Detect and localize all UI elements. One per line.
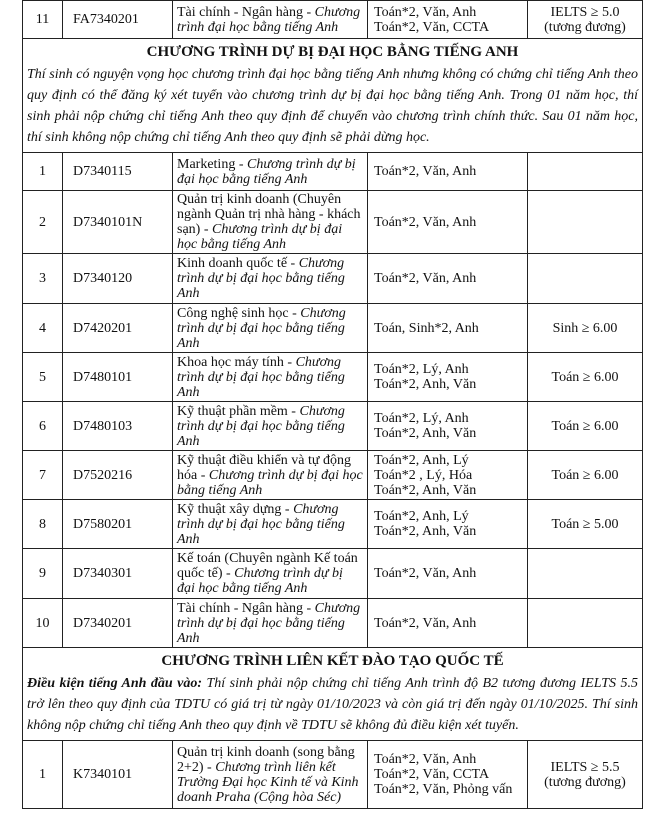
admission-condition — [528, 304, 643, 353]
table-row — [23, 304, 643, 353]
subject-combos — [368, 549, 528, 599]
program-code: K7340101 — [63, 741, 173, 809]
program-name: Kinh doanh quốc tế - Chương trình dự bị đại học bằng tiếng Anh — [173, 254, 368, 304]
program-code: D7480101 — [63, 353, 173, 402]
table-row — [23, 599, 643, 648]
section-title: CHƯƠNG TRÌNH LIÊN KẾT ĐÀO TẠO QUỐC TẾ — [161, 653, 504, 669]
admission-condition — [528, 500, 643, 549]
program-code: D7340101N — [63, 191, 173, 254]
row-number: 8 — [23, 500, 63, 549]
program-code: D7480103 — [63, 402, 173, 451]
subject-combo: Toán, Sinh*2, Anh — [374, 320, 479, 336]
subject-combos — [368, 451, 528, 500]
program-code: D7420201 — [63, 304, 173, 353]
subject-combo: Toán*2, Văn, CCTA — [374, 767, 490, 782]
row-number: 9 — [23, 549, 63, 599]
section-description: Thí sinh có nguyện vọng học chương trình đại học bằng tiếng Anh nhưng không có chứng chỉ tiếng Anh theo quy định có thể đăng ký xét tuyển vào chương trình dự bị đại học bằng tiếng Anh. Trong 01 năm học, thí sinh phải nộp chứng chỉ tiếng Anh theo quy định để chuyển vào chương trình chính thức. Sau 01 năm học, thí sinh không nộp chứng chỉ tiếng Anh theo quy định sẽ phải dừng học. — [27, 67, 638, 145]
program-code: D7520216 — [63, 451, 173, 500]
subject-combo: Toán*2, Anh, Văn — [374, 426, 477, 441]
program-name: Kỹ thuật xây dựng - Chương trình dự bị đại học bằng tiếng Anh — [173, 500, 368, 549]
program-code: FA7340201 — [63, 1, 173, 39]
program-code: D7340120 — [63, 254, 173, 304]
subject-combo: Toán*2, Văn, Anh — [374, 271, 477, 286]
program-code: D7580201 — [63, 500, 173, 549]
subject-combo: Toán*2, Văn, Anh — [374, 214, 477, 230]
program-name: Quản trị kinh doanh (Chuyên ngành Quản trị nhà hàng - khách sạn) - Chương trình dự bị đại học bằng tiếng Anh — [173, 191, 368, 254]
row-number: 4 — [23, 304, 63, 353]
admission-condition — [528, 549, 643, 599]
condition-line: Toán ≥ 5.00 — [551, 516, 619, 532]
subject-combo: Toán*2, Anh, Lý — [374, 509, 469, 524]
admission-condition — [528, 741, 643, 809]
subject-combos — [368, 191, 528, 254]
subject-combo: Toán*2, Anh, Văn — [374, 524, 477, 539]
section-header-prep — [23, 39, 643, 153]
subject-combos — [368, 353, 528, 402]
admission-condition — [528, 153, 643, 191]
table-row — [23, 549, 643, 599]
subject-combos — [368, 254, 528, 304]
condition-line: (tương đương) — [544, 774, 626, 790]
row-number: 2 — [23, 191, 63, 254]
admission-condition — [528, 254, 643, 304]
program-name: Tài chính - Ngân hàng - Chương trình đại học bằng tiếng Anh — [173, 1, 368, 39]
table-row — [23, 353, 643, 402]
subject-combos — [368, 402, 528, 451]
row-number: 3 — [23, 254, 63, 304]
subject-combo: Toán*2, Lý, Anh — [374, 411, 469, 426]
subject-combos — [368, 741, 528, 809]
condition-line: Toán ≥ 6.00 — [551, 369, 619, 385]
table-row — [23, 254, 643, 304]
subject-combo: Toán*2, Văn, Anh — [374, 752, 477, 767]
condition-line: Sinh ≥ 6.00 — [552, 320, 618, 336]
row-number: 10 — [23, 599, 63, 648]
program-name: Kỹ thuật phần mềm - Chương trình dự bị đại học bằng tiếng Anh — [173, 402, 368, 451]
row-number: 6 — [23, 402, 63, 451]
condition-line: Toán ≥ 6.00 — [551, 418, 619, 434]
subject-combo: Toán*2, Anh, Văn — [374, 377, 477, 392]
subject-combo: Toán*2, Anh, Lý — [374, 452, 469, 468]
subject-combo: Toán*2, Anh, Văn — [374, 482, 477, 498]
condition-line: IELTS ≥ 5.5 — [550, 759, 620, 775]
section-header-intl — [23, 648, 643, 741]
program-name: Tài chính - Ngân hàng - Chương trình dự bị đại học bằng tiếng Anh — [173, 599, 368, 648]
condition-line: Toán ≥ 6.00 — [551, 467, 619, 483]
admission-table — [22, 0, 643, 809]
subject-combos — [368, 153, 528, 191]
subject-combo: Toán*2, Văn, Anh — [374, 566, 477, 581]
admission-condition: IELTS ≥ 5.0 (tương đương) — [528, 1, 643, 39]
section-description: Điều kiện tiếng Anh đầu vào: Thí sinh phải nộp chứng chỉ tiếng Anh trình độ B2 tương đương IELTS 5.5 trở lên theo quy định của TDTU có giá trị từ ngày 01/10/2023 và còn giá trị đến ngày 01/10/2025. Thí sinh không nộp chứng chỉ tiếng Anh theo quy định về TDTU sẽ không đủ điều kiện xét tuyển. — [27, 676, 638, 733]
subject-combo: Toán*2, Lý, Anh — [374, 362, 469, 377]
program-code: D7340201 — [63, 599, 173, 648]
program-name: Kế toán (Chuyên ngành Kế toán quốc tế) - Chương trình dự bị đại học bằng tiếng Anh — [173, 549, 368, 599]
subject-combo: Toán*2, Văn, Phỏng vấn — [374, 782, 513, 797]
row-number: 5 — [23, 353, 63, 402]
subject-combos: Toán*2, Văn, Anh Toán*2, Văn, CCTA — [368, 1, 528, 39]
subject-combos — [368, 599, 528, 648]
row-number: 11 — [23, 1, 63, 39]
table-row — [23, 402, 643, 451]
table-row — [23, 741, 643, 809]
subject-combos — [368, 500, 528, 549]
section-title: CHƯƠNG TRÌNH DỰ BỊ ĐẠI HỌC BẰNG TIẾNG ANH — [146, 44, 519, 60]
program-name: Khoa học máy tính - Chương trình dự bị đại học bằng tiếng Anh — [173, 353, 368, 402]
subject-combo: Toán*2 , Lý, Hóa — [374, 467, 473, 483]
admission-condition — [528, 191, 643, 254]
subject-combos — [368, 304, 528, 353]
program-code: D7340301 — [63, 549, 173, 599]
admission-condition — [528, 599, 643, 648]
table-row — [23, 191, 643, 254]
program-name: Kỹ thuật điều khiển và tự động hóa - Chương trình dự bị đại học bằng tiếng Anh — [173, 451, 368, 500]
admission-condition — [528, 353, 643, 402]
row-number: 7 — [23, 451, 63, 500]
subject-combo: Toán*2, Văn, Anh — [374, 615, 477, 631]
program-name: Quản trị kinh doanh (song bằng 2+2) - Chương trình liên kết Trường Đại học Kinh tế và Kinh doanh Praha (Cộng hòa Séc) — [173, 741, 368, 809]
program-name: Công nghệ sinh học - Chương trình dự bị đại học bằng tiếng Anh — [173, 304, 368, 353]
row-number: 1 — [23, 741, 63, 809]
program-code: D7340115 — [63, 153, 173, 191]
admission-condition — [528, 451, 643, 500]
admission-condition — [528, 402, 643, 451]
program-name: Marketing - Chương trình dự bị đại học bằng tiếng Anh — [173, 153, 368, 191]
subject-combo: Toán*2, Văn, Anh — [374, 164, 477, 179]
table-row — [23, 500, 643, 549]
row-number: 1 — [23, 153, 63, 191]
table-row — [23, 1, 643, 39]
table-row — [23, 153, 643, 191]
table-row — [23, 451, 643, 500]
